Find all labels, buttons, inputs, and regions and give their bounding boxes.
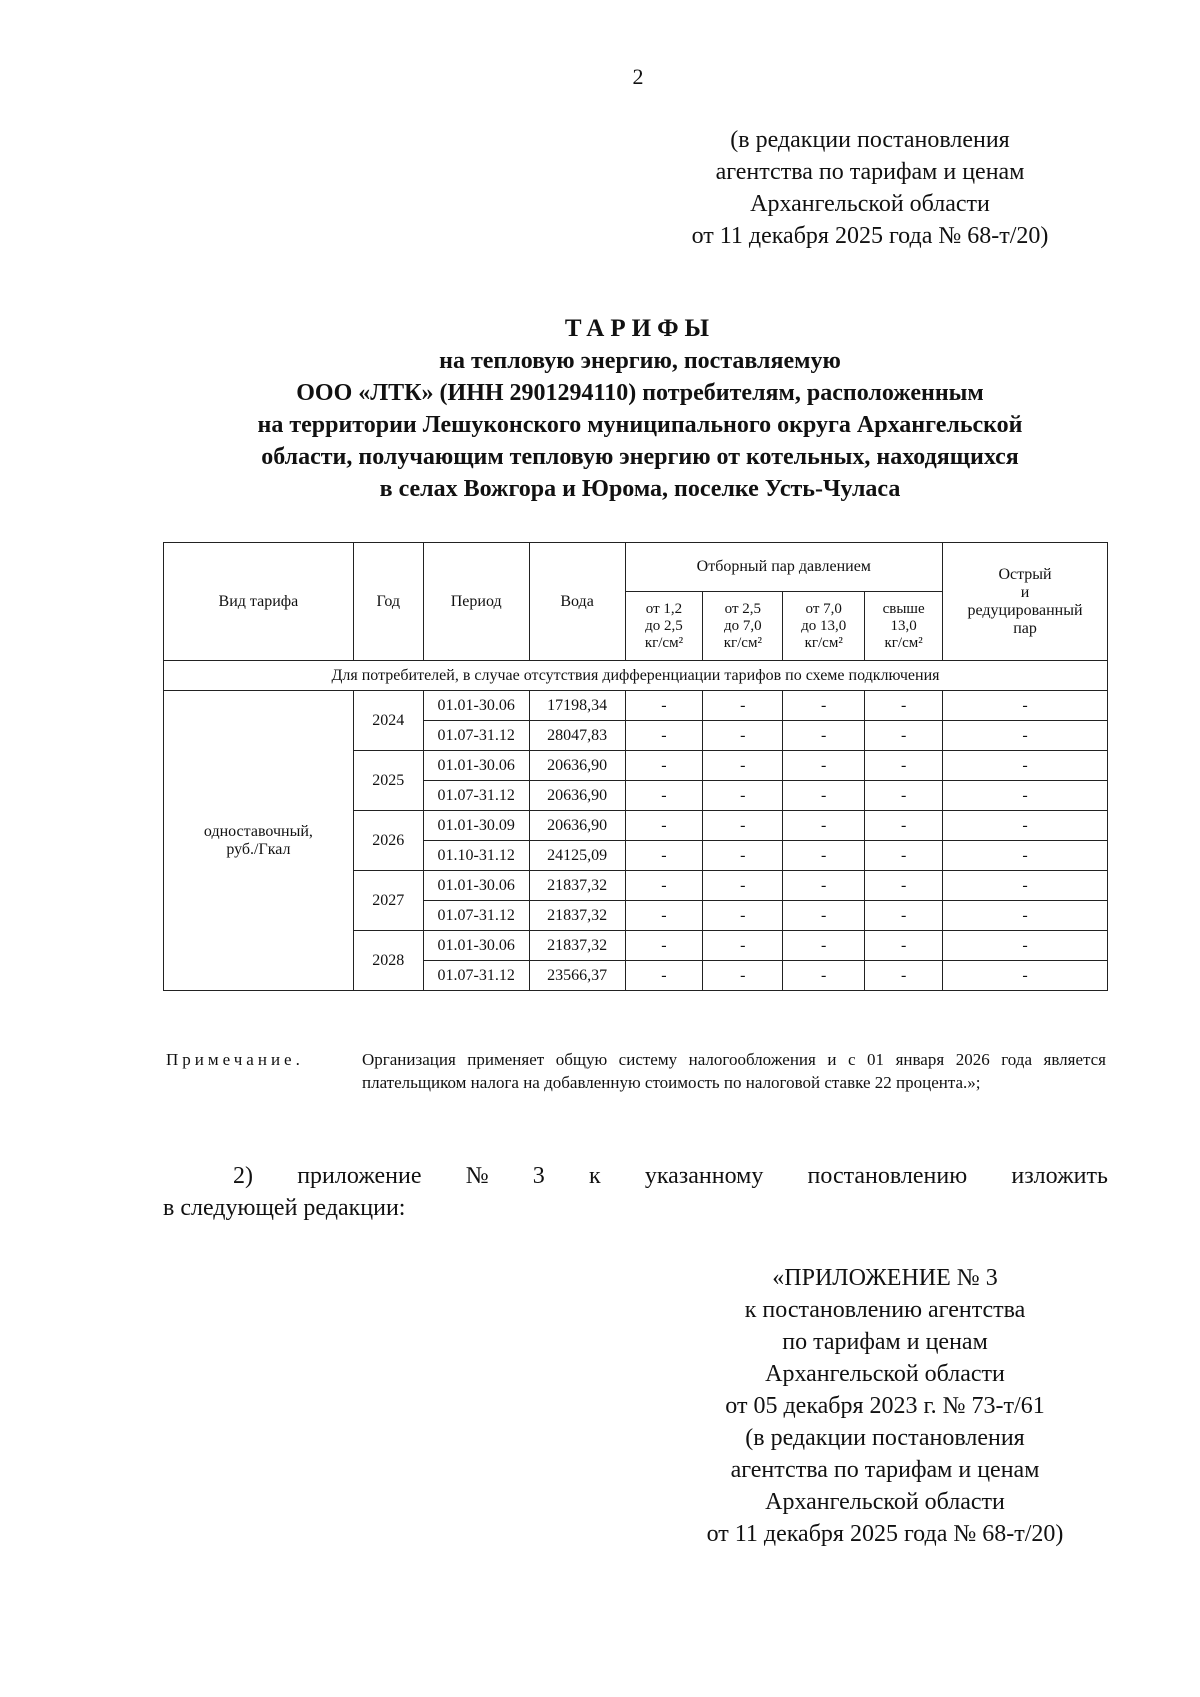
paragraph-word: 3 xyxy=(532,1163,545,1189)
empty-tariff-cell: - xyxy=(625,901,703,931)
header-line: до 2,5 xyxy=(645,617,683,634)
header-line: кг/см² xyxy=(644,634,684,651)
empty-tariff-cell: - xyxy=(783,901,865,931)
header-line: кг/см² xyxy=(723,634,762,651)
title-line: на тепловую энергию, поставляемую xyxy=(439,348,841,374)
edition-line: агентства по тарифам и ценам xyxy=(715,159,1025,185)
empty-tariff-cell: - xyxy=(865,691,943,721)
paragraph-line xyxy=(163,1160,1108,1192)
empty-tariff-cell: - xyxy=(943,961,1108,991)
empty-tariff-cell: - xyxy=(783,811,865,841)
empty-tariff-cell: - xyxy=(865,961,943,991)
document-title xyxy=(160,313,1120,505)
empty-tariff-cell: - xyxy=(703,961,783,991)
empty-tariff-cell: - xyxy=(943,841,1108,871)
water-tariff-cell: 21837,32 xyxy=(529,871,625,901)
header-steam: Отборный пар давлением xyxy=(625,543,943,592)
appendix-line: по тарифам и ценам xyxy=(782,1329,988,1355)
period-cell: 01.07-31.12 xyxy=(423,721,529,751)
empty-tariff-cell: - xyxy=(703,691,783,721)
header-line: до 7,0 xyxy=(724,617,762,634)
empty-tariff-cell: - xyxy=(703,901,783,931)
paragraph-word: 2) xyxy=(233,1163,253,1189)
empty-tariff-cell: - xyxy=(783,871,865,901)
appendix-line: Архангельской области xyxy=(765,1361,1005,1387)
empty-tariff-cell: - xyxy=(625,751,703,781)
paragraph-word: к xyxy=(588,1163,601,1189)
empty-tariff-cell: - xyxy=(865,811,943,841)
page-number: 2 xyxy=(632,64,644,89)
period-cell: 01.01-30.06 xyxy=(423,691,529,721)
empty-tariff-cell: - xyxy=(783,841,865,871)
period-cell: 01.01-30.06 xyxy=(423,751,529,781)
header-sharp-steam xyxy=(943,543,1108,661)
period-cell: 01.07-31.12 xyxy=(423,901,529,931)
water-tariff-cell: 28047,83 xyxy=(529,721,625,751)
period-cell: 01.01-30.06 xyxy=(423,931,529,961)
tariff-type-cell xyxy=(164,691,354,991)
empty-tariff-cell: - xyxy=(865,721,943,751)
paragraph-word: постановлению xyxy=(807,1163,968,1189)
water-tariff-cell: 21837,32 xyxy=(529,931,625,961)
header-line: кг/см² xyxy=(804,634,843,651)
water-tariff-cell: 24125,09 xyxy=(529,841,625,871)
appendix-line: агентства по тарифам и ценам xyxy=(730,1457,1040,1483)
empty-tariff-cell: - xyxy=(943,691,1108,721)
empty-tariff-cell: - xyxy=(865,751,943,781)
paragraph-line: в следующей редакции: xyxy=(163,1195,406,1221)
header-steam-4 xyxy=(865,592,943,661)
empty-tariff-cell: - xyxy=(943,931,1108,961)
empty-tariff-cell: - xyxy=(865,871,943,901)
water-tariff-cell: 20636,90 xyxy=(529,781,625,811)
table-group-label: Для потребителей, в случае отсутствия дифференциации тарифов по схеме подключения xyxy=(164,661,1108,691)
period-cell: 01.01-30.09 xyxy=(423,811,529,841)
header-line: от 2,5 xyxy=(724,600,762,617)
empty-tariff-cell: - xyxy=(783,781,865,811)
paragraph-word: изложить xyxy=(1011,1163,1108,1189)
header-line: от 7,0 xyxy=(805,600,842,617)
header-line: Острый xyxy=(998,565,1052,583)
header-steam-2 xyxy=(703,592,783,661)
title-main: ТАРИФЫ xyxy=(564,315,716,342)
empty-tariff-cell: - xyxy=(625,871,703,901)
empty-tariff-cell: - xyxy=(865,781,943,811)
empty-tariff-cell: - xyxy=(783,931,865,961)
year-cell: 2027 xyxy=(353,871,423,931)
edition-line: от 11 декабря 2025 года № 68-т/20) xyxy=(691,223,1049,249)
water-tariff-cell: 21837,32 xyxy=(529,901,625,931)
header-tariff-type: Вид тарифа xyxy=(164,543,354,661)
empty-tariff-cell: - xyxy=(865,931,943,961)
year-cell: 2025 xyxy=(353,751,423,811)
empty-tariff-cell: - xyxy=(703,751,783,781)
note-label: Примечание. xyxy=(166,1050,304,1069)
paragraph-word: указанному xyxy=(644,1163,764,1189)
empty-tariff-cell: - xyxy=(703,931,783,961)
empty-tariff-cell: - xyxy=(703,721,783,751)
empty-tariff-cell: - xyxy=(703,811,783,841)
tariff-table xyxy=(163,542,1108,991)
note-text: Организация применяет общую систему налогообложения и с 01 января 2026 года является плательщиком налога на добавленную стоимость по налоговой ставке 22 процента.»; xyxy=(362,1050,1106,1092)
header-line: кг/см² xyxy=(884,634,923,651)
empty-tariff-cell: - xyxy=(625,721,703,751)
period-cell: 01.10-31.12 xyxy=(423,841,529,871)
edition-line: Архангельской области xyxy=(750,191,990,217)
empty-tariff-cell: - xyxy=(783,721,865,751)
period-cell: 01.07-31.12 xyxy=(423,781,529,811)
header-line: пар xyxy=(1013,619,1037,637)
tariff-type-line: одноставочный, xyxy=(203,822,313,840)
empty-tariff-cell: - xyxy=(703,871,783,901)
table-row xyxy=(164,691,1108,721)
title-line: ООО «ЛТК» (ИНН 2901294110) потребителям, расположенным xyxy=(296,380,984,406)
edition-note-top xyxy=(640,124,1100,252)
header-water: Вода xyxy=(529,543,625,661)
tariff-type-line: руб./Гкал xyxy=(226,840,291,858)
empty-tariff-cell: - xyxy=(625,961,703,991)
header-steam-3 xyxy=(783,592,865,661)
appendix-line: «ПРИЛОЖЕНИЕ № 3 xyxy=(772,1265,998,1291)
title-line: на территории Лешуконского муниципального округа Архангельской xyxy=(257,412,1023,438)
appendix-line: Архангельской области xyxy=(765,1489,1005,1515)
empty-tariff-cell: - xyxy=(783,751,865,781)
header-line: 13,0 xyxy=(890,617,917,634)
edition-line: (в редакции постановления xyxy=(730,127,1010,153)
empty-tariff-cell: - xyxy=(943,751,1108,781)
title-line: области, получающим тепловую энергию от котельных, находящихся xyxy=(261,444,1019,470)
header-line: и xyxy=(1020,583,1030,601)
empty-tariff-cell: - xyxy=(943,721,1108,751)
appendix-line: от 11 декабря 2025 года № 68-т/20) xyxy=(706,1521,1064,1547)
empty-tariff-cell: - xyxy=(625,931,703,961)
empty-tariff-cell: - xyxy=(625,811,703,841)
empty-tariff-cell: - xyxy=(703,781,783,811)
year-cell: 2026 xyxy=(353,811,423,871)
empty-tariff-cell: - xyxy=(703,841,783,871)
appendix-line: к постановлению агентства xyxy=(744,1297,1026,1323)
header-line: от 1,2 xyxy=(645,600,683,617)
empty-tariff-cell: - xyxy=(943,871,1108,901)
appendix-header xyxy=(660,1262,1110,1550)
period-cell: 01.01-30.06 xyxy=(423,871,529,901)
empty-tariff-cell: - xyxy=(865,901,943,931)
header-line: редуцированный xyxy=(967,601,1083,619)
appendix-line: от 05 декабря 2023 г. № 73-т/61 xyxy=(725,1393,1045,1419)
header-year: Год xyxy=(353,543,423,661)
title-line: в селах Вожгора и Юрома, поселке Усть-Чуласа xyxy=(379,476,901,502)
empty-tariff-cell: - xyxy=(625,841,703,871)
water-tariff-cell: 23566,37 xyxy=(529,961,625,991)
empty-tariff-cell: - xyxy=(625,691,703,721)
empty-tariff-cell: - xyxy=(625,781,703,811)
paragraph-word: № xyxy=(465,1163,489,1189)
empty-tariff-cell: - xyxy=(943,811,1108,841)
header-line: свыше xyxy=(882,600,925,617)
header-period: Период xyxy=(423,543,529,661)
empty-tariff-cell: - xyxy=(943,901,1108,931)
paragraph-item-2 xyxy=(163,1160,1108,1224)
header-line: до 13,0 xyxy=(801,617,847,634)
empty-tariff-cell: - xyxy=(783,691,865,721)
water-tariff-cell: 20636,90 xyxy=(529,811,625,841)
year-cell: 2028 xyxy=(353,931,423,991)
empty-tariff-cell: - xyxy=(865,841,943,871)
paragraph-word: приложение xyxy=(297,1163,422,1189)
empty-tariff-cell: - xyxy=(943,781,1108,811)
water-tariff-cell: 20636,90 xyxy=(529,751,625,781)
appendix-line: (в редакции постановления xyxy=(745,1425,1025,1451)
empty-tariff-cell: - xyxy=(783,961,865,991)
header-steam-1 xyxy=(625,592,703,661)
water-tariff-cell: 17198,34 xyxy=(529,691,625,721)
year-cell: 2024 xyxy=(353,691,423,751)
period-cell: 01.07-31.12 xyxy=(423,961,529,991)
